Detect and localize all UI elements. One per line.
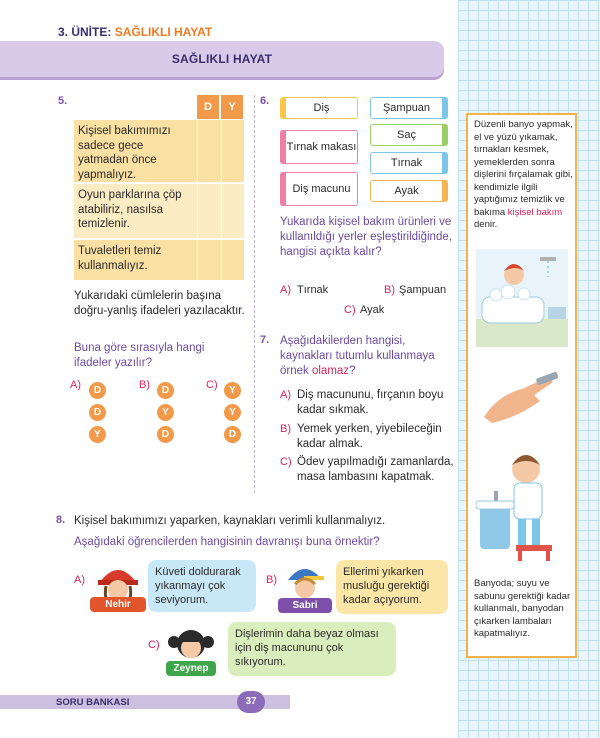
answer-circle: D (157, 426, 174, 443)
washing-face-illustration (476, 445, 568, 563)
header-d: D (197, 95, 219, 119)
tag-ayak: Ayak (370, 180, 448, 202)
answer-circle: Y (224, 382, 241, 399)
question-6-prompt: Yukarıda kişisel bakım ürünleri ve kullanıldığı yerler eşleştirildiğinde, hangisi açıkta kalır? (280, 216, 452, 258)
unit-header (58, 25, 212, 39)
question-5-text: Yukarıdaki cümlelerin başına doğru-yanlış ifadeleri yazılacaktır. (74, 290, 245, 317)
question-6-number: 6. (260, 95, 270, 107)
banner-title: SAĞLIKLI HAYAT (171, 52, 273, 66)
info-box (466, 113, 577, 658)
question-5-number: 5. (58, 95, 68, 107)
option-text: Ayak (360, 304, 385, 316)
question-8-statement: Kişisel bakımımızı yaparken, kaynakları verimli kullanmalıyız. (74, 515, 386, 527)
answer-circle: Y (224, 404, 241, 421)
question-8-number: 8. (56, 514, 66, 526)
section-banner (0, 41, 444, 77)
table-row (74, 240, 244, 280)
answer-cell-d[interactable] (197, 184, 219, 238)
tag-sampuan: Şampuan (370, 97, 448, 119)
tag-sac: Saç (370, 124, 448, 146)
answer-circle: Y (157, 404, 174, 421)
student-sabri-avatar (284, 560, 326, 600)
header-y: Y (221, 95, 243, 119)
option-text: Şampuan (399, 284, 447, 296)
tag-dis: Diş (280, 97, 358, 119)
answer-circle: D (89, 382, 106, 399)
option-label: C) (344, 304, 356, 316)
answer-cell-d[interactable] (197, 120, 219, 182)
row-statement: Kişisel bakımımızı sadece gece yatmadan önce yapmalıyız. (78, 125, 171, 181)
column-divider (254, 95, 255, 493)
footer-label: SORU BANKASI (56, 697, 130, 708)
info-bottom-text: Banyoda; suyu ve sabunu gerektiği kadar kullanmalı, banyodan çıkarken lambaları kapatmalıyız. (474, 578, 571, 639)
student-nehir-avatar (96, 560, 140, 600)
row-statement: Tuvaletleri temiz kullanmalıyız. (78, 245, 162, 272)
bath-illustration (476, 249, 568, 347)
q7-text: Aşağıdakilerden hangisi, kaynakları tutumlu kullanmaya örnek (280, 335, 435, 377)
speech-bubble: Ellerimi yıkarken musluğu gerektiği kadar açıyorum. (336, 560, 448, 614)
option-label: C) (148, 639, 160, 651)
tag-dis-macunu: Diş macunu (280, 172, 358, 206)
answer-cell-d[interactable] (197, 240, 219, 280)
speech-bubble: Küveti doldurarak yıkanmayı çok seviyorum. (148, 560, 256, 612)
option-label: B) (139, 379, 150, 391)
option-label: A) (74, 574, 85, 586)
answer-circle: D (89, 404, 106, 421)
question-8-prompt: Aşağıdaki öğrencilerden hangisinin davranışı buna örnektir? (74, 536, 380, 548)
student-name-badge: Nehir (90, 597, 146, 612)
answer-cell-y[interactable] (221, 120, 243, 182)
option-text: Tırnak (297, 284, 329, 296)
option-text: Ödev yapılmadığı zamanlarda, masa lambasını kapatmak. (297, 456, 454, 483)
info-top-text (474, 119, 574, 232)
q7-mark: ? (349, 365, 356, 377)
question-7-number: 7. (260, 334, 270, 346)
hand-illustration (478, 367, 566, 427)
option-text: Diş macununu, fırçanın boyu kadar sıkmak. (297, 389, 444, 416)
student-name-badge: Zeynep (166, 661, 216, 676)
option-label: A) (70, 379, 81, 391)
info-end: denir. (474, 219, 498, 230)
page-number: 37 (237, 691, 265, 713)
option-label: C) (280, 456, 292, 468)
option-label: A) (280, 389, 291, 401)
answer-circle: Y (89, 426, 106, 443)
student-name-badge: Sabri (278, 598, 332, 613)
speech-bubble: Dişlerimin daha beyaz olması için diş macununu çok sıkıyorum. (228, 622, 396, 676)
info-definition: Düzenli banyo yapmak, el ve yüzü yıkamak, tırnakları kesmek, yemeklerden sonra dişlerini fırçalamak gibi, kendimizle ilgili yaptığımız temizlik ve bakıma (474, 119, 573, 218)
tag-tirnak: Tırnak (370, 152, 448, 174)
q7-negation: olamaz (311, 365, 350, 377)
answer-circle: D (157, 382, 174, 399)
answer-cell-y[interactable] (221, 184, 243, 238)
student-zeynep-avatar (168, 622, 214, 664)
table-row (74, 120, 244, 182)
option-text: Yemek yerken, yiyebileceğin kadar almak. (297, 423, 442, 450)
question-7-prompt (280, 334, 452, 379)
question-5-prompt: Buna göre sırasıyla hangi ifadeler yazılır? (74, 342, 205, 369)
unit-title: SAĞLIKLI HAYAT (114, 25, 213, 39)
option-label: B) (280, 423, 291, 435)
option-label: B) (384, 284, 395, 296)
option-label: B) (266, 574, 277, 586)
info-highlight: kişisel bakım (507, 206, 563, 218)
option-label: A) (280, 284, 291, 296)
tag-tirnak-makasi: Tırnak makası (280, 130, 358, 164)
unit-prefix: 3. ÜNİTE: (58, 25, 112, 39)
table-row (74, 184, 244, 238)
answer-circle: D (224, 426, 241, 443)
option-label: C) (206, 379, 218, 391)
row-statement: Oyun parklarına çöp atabiliriz, nasılsa temizlenir. (78, 189, 182, 230)
answer-cell-y[interactable] (221, 240, 243, 280)
